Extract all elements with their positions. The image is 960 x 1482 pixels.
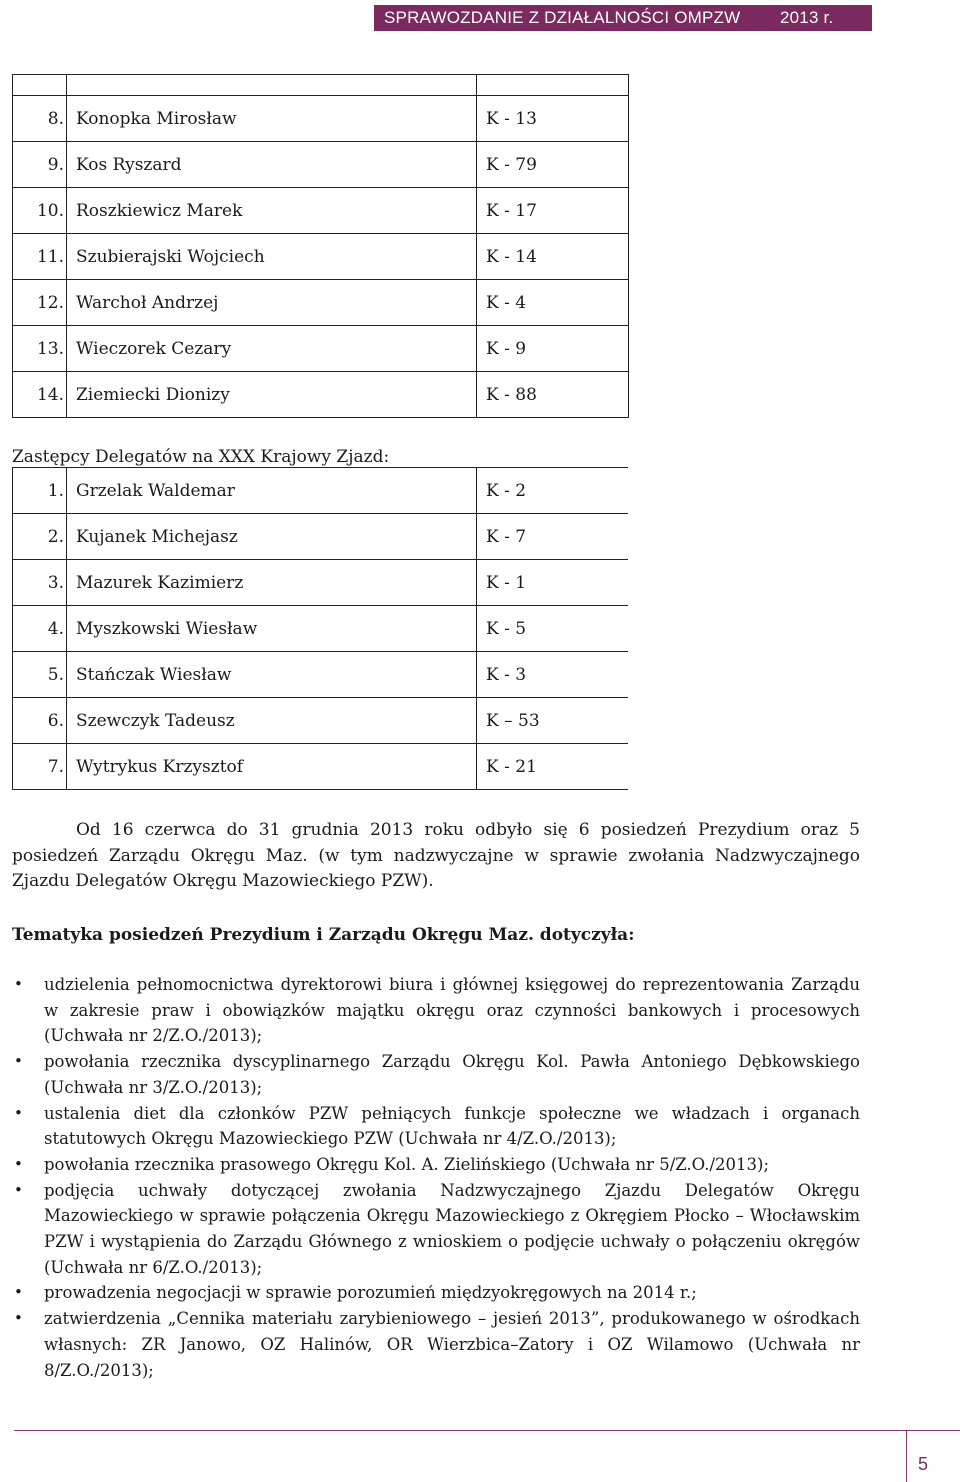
row-number: 9. (13, 142, 67, 188)
table-row (13, 744, 629, 790)
table-row (13, 698, 629, 744)
person-name: Szubierajski Wojciech (67, 234, 477, 280)
footer-divider (14, 1430, 960, 1431)
table-row (13, 514, 629, 560)
table-row (13, 96, 629, 142)
table-row (13, 188, 629, 234)
page-number-box (906, 1430, 960, 1482)
person-name: Stańczak Wiesław (67, 652, 477, 698)
list-item: • powołania rzecznika prasowego Okręgu Kol. A. Zielińskiego (Uchwała nr 5/Z.O./2013); (12, 1152, 860, 1178)
district-code: K - 5 (477, 606, 629, 652)
row-number: 14. (13, 372, 67, 418)
district-code: K - 4 (477, 280, 629, 326)
table-row (13, 560, 629, 606)
bullet-icon: • (14, 1052, 23, 1071)
person-name: Mazurek Kazimierz (67, 560, 477, 606)
topics-heading: Tematyka posiedzeń Prezydium i Zarządu Okręgu Maz. dotyczyła: (12, 925, 635, 945)
person-name: Wytrykus Krzysztof (67, 744, 477, 790)
person-name: Myszkowski Wiesław (67, 606, 477, 652)
list-item: • ustalenia diet dla członków PZW pełniących funkcje społeczne we władzach i organach statutowych Okręgu Mazowieckiego PZW (Uchwała nr 4/Z.O./2013); (12, 1101, 860, 1152)
district-code: K - 14 (477, 234, 629, 280)
person-name: Szewczyk Tadeusz (67, 698, 477, 744)
district-code: K - 1 (477, 560, 629, 606)
person-name: Wieczorek Cezary (67, 326, 477, 372)
table-row (13, 468, 629, 514)
district-code: K - 17 (477, 188, 629, 234)
bullet-icon: • (14, 1103, 23, 1122)
deputies-table (12, 467, 628, 790)
row-number: 12. (13, 280, 67, 326)
delegates-table (12, 74, 629, 418)
district-code: K - 13 (477, 96, 629, 142)
list-item: • prowadzenia negocjacji w sprawie porozumień międzyokręgowych na 2014 r.; (12, 1280, 860, 1306)
table-row (13, 142, 629, 188)
table-row (13, 372, 629, 418)
district-code: K - 7 (477, 514, 629, 560)
bullet-icon: • (14, 1283, 23, 1302)
row-number: 8. (13, 96, 67, 142)
list-item: • zatwierdzenia „Cennika materiału zarybieniowego – jesień 2013”, produkowanego w ośrodkach własnych: ZR Janowo, OZ Halinów, OR Wierzbica–Zatory i OZ Wilamowo (Uchwała nr 8/Z.O./2013); (12, 1306, 860, 1383)
table-row (13, 280, 629, 326)
list-item: • powołania rzecznika dyscyplinarnego Zarządu Okręgu Kol. Pawła Antoniego Dębkowskiego (Uchwała nr 3/Z.O./2013); (12, 1049, 860, 1100)
topics-list (12, 972, 860, 1383)
meetings-text: Od 16 czerwca do 31 grudnia 2013 roku odbyło się 6 posiedzeń Prezydium oraz 5 posiedzeń Zarządu Okręgu Maz. (w tym nadzwyczajne w sprawie zwołania Nadzwyczajnego Zjazdu Delegatów Okręgu Mazowieckiego PZW). (12, 820, 860, 891)
person-name: Kujanek Michejasz (67, 514, 477, 560)
bullet-icon: • (14, 1309, 23, 1328)
row-number: 11. (13, 234, 67, 280)
row-number: 4. (13, 606, 67, 652)
person-name: Grzelak Waldemar (67, 468, 477, 514)
district-code: K - 2 (477, 468, 629, 514)
table-row (13, 652, 629, 698)
row-number: 13. (13, 326, 67, 372)
row-number: 1. (13, 468, 67, 514)
list-item: • udzielenia pełnomocnictwa dyrektorowi biura i głównej księgowej do reprezentowania Zarządu w zakresie praw i obowiązków majątku okręgu oraz czynności bankowych i procesowych (Uchwała nr 2/Z.O./2013); (12, 972, 860, 1049)
person-name: Warchoł Andrzej (67, 280, 477, 326)
person-name: Roszkiewicz Marek (67, 188, 477, 234)
row-number: 3. (13, 560, 67, 606)
row-number: 10. (13, 188, 67, 234)
table-row (13, 606, 629, 652)
page-number: 5 (918, 1454, 929, 1474)
table-row (13, 75, 629, 96)
person-name: Konopka Mirosław (67, 96, 477, 142)
row-number: 2. (13, 514, 67, 560)
district-code: K - 88 (477, 372, 629, 418)
row-number: 6. (13, 698, 67, 744)
person-name: Ziemiecki Dionizy (67, 372, 477, 418)
header-title: SPRAWOZDANIE Z DZIAŁALNOŚCI OMPZW (384, 8, 741, 27)
table-row (13, 234, 629, 280)
header-year: 2013 r. (780, 8, 834, 27)
row-number: 5. (13, 652, 67, 698)
deputies-heading: Zastępcy Delegatów na XXX Krajowy Zjazd: (12, 447, 612, 467)
district-code: K – 53 (477, 698, 629, 744)
district-code: K - 9 (477, 326, 629, 372)
person-name: Kos Ryszard (67, 142, 477, 188)
district-code: K - 21 (477, 744, 629, 790)
bullet-icon: • (14, 1180, 23, 1199)
bullet-icon: • (14, 975, 23, 993)
district-code: K - 3 (477, 652, 629, 698)
district-code: K - 79 (477, 142, 629, 188)
page-header (374, 5, 872, 31)
table-row (13, 326, 629, 372)
list-item: • podjęcia uchwały dotyczącej zwołania Nadzwyczajnego Zjazdu Delegatów Okręgu Mazowieckiego w sprawie połączenia Okręgu Mazowieckiego z Okręgiem Płocko – Włocławskim PZW i wystąpienia do Zarządu Głównego z wnioskiem o podjęcie uchwały o połączeniu okręgów (Uchwała nr 6/Z.O./2013); (12, 1178, 860, 1281)
meetings-paragraph (12, 818, 860, 895)
row-number: 7. (13, 744, 67, 790)
bullet-icon: • (14, 1154, 23, 1173)
